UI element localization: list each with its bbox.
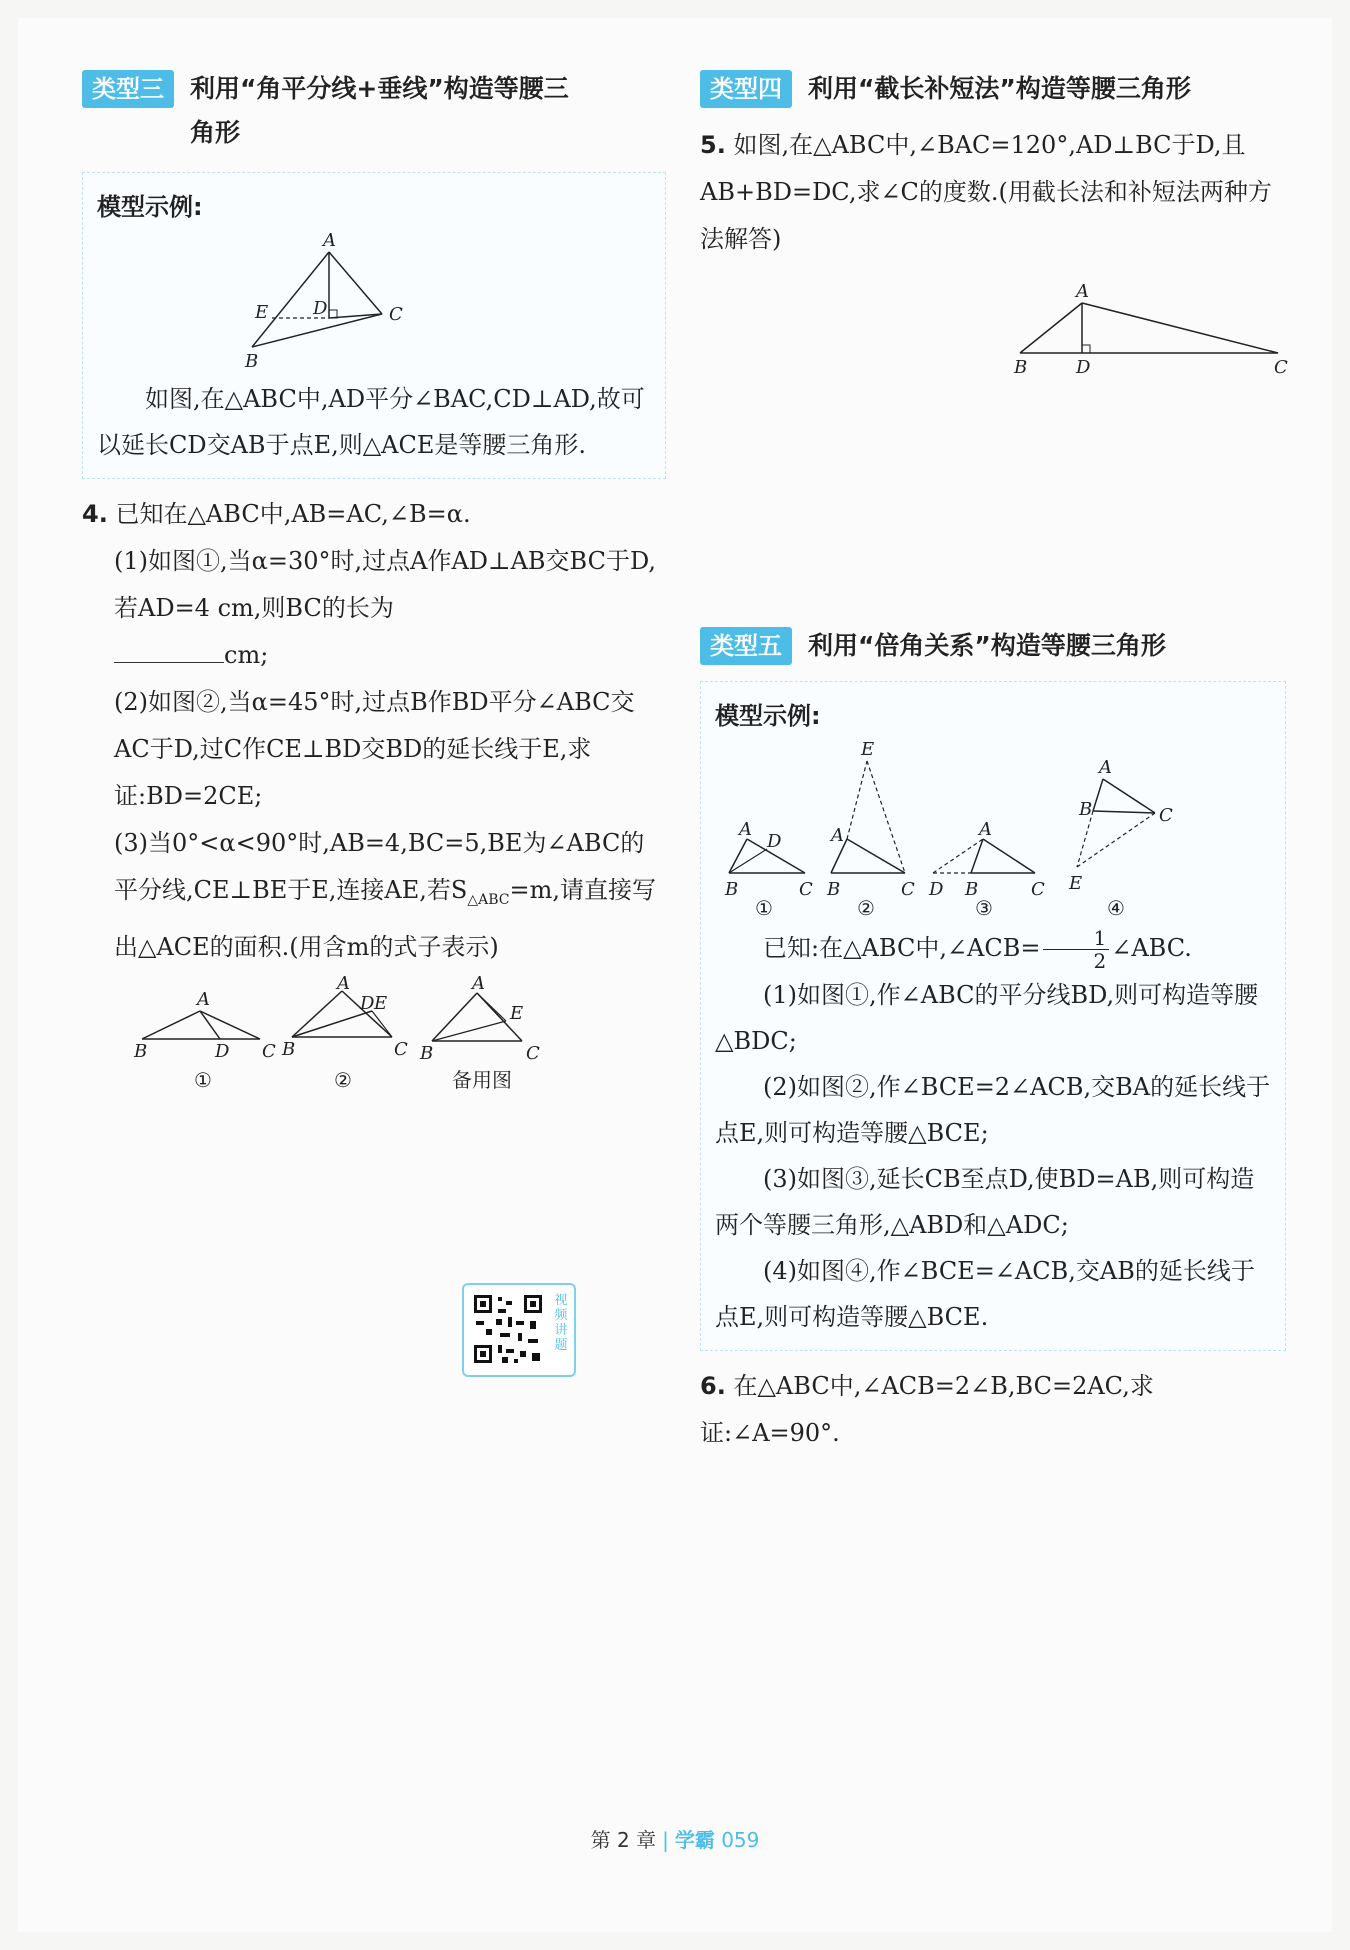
svg-text:C: C <box>1031 879 1045 900</box>
section-5-model-box <box>700 681 1286 1351</box>
svg-text:D: D <box>1076 357 1091 378</box>
section-4-header <box>700 70 1286 114</box>
svg-text:B: B <box>420 1042 434 1064</box>
question-4-figures <box>82 972 666 1111</box>
section-5-title: 利用“倍角关系”构造等腰三角形 <box>808 631 1166 660</box>
model-title: 模型示例: <box>715 702 821 730</box>
svg-text:C: C <box>262 1040 276 1062</box>
label-C: C <box>389 304 403 325</box>
section-3-title: 利用“角平分线+垂线”构造等腰三 角形 <box>190 74 569 147</box>
q4-part-3: (3)当0°<α<90°时,AB=4,BC=5,BE为∠ABC的平分线,CE⊥BE于E,连接AE,若$S_{\triangle ABC}=m$,请直接写出△ACE的面积.(用含m的式子表示) <box>114 829 656 961</box>
section-3-model-figure <box>97 222 653 372</box>
qr-icon <box>472 1293 544 1365</box>
svg-text:A: A <box>739 819 752 840</box>
question-4: 4. 已知在△ABC中,AB=AC,∠B=α. (1)如图①,当α=30°时,过点A作AD⊥AB交BC于D,若AD=4 cm,则BC的长为 cm; (2)如图②,当α=45°时,过点B作BD平分∠ABC交AC于D,过C作CE⊥BD交BD的延长线于E,求证:BD=2CE; (3)当0°<α<90°时,AB=4,BC=5,BE为∠ABC的平分线,CE⊥BE于E,连接AE,若$S_{\triangle ABC}=m$,请直接写出△ACE的面积.(用含m的式子表示) <box>82 491 666 971</box>
section-5-tag: 类型五 <box>700 627 792 665</box>
section-3-header <box>82 70 666 158</box>
svg-text:A: A <box>337 972 350 994</box>
svg-text:②: ② <box>334 1067 352 1092</box>
label-B: B <box>245 351 259 372</box>
model-figure-4 <box>1068 757 1173 920</box>
chapter-label: 第 2 章 <box>590 1828 657 1852</box>
svg-text:C: C <box>394 1038 408 1060</box>
svg-text:E: E <box>1069 873 1083 894</box>
svg-text:B: B <box>134 1040 148 1062</box>
section-5-known: 已知:在△ABC中,∠ACB= $\frac{1}{2}$ ∠ABC. <box>763 926 1192 973</box>
section-3-tag: 类型三 <box>82 70 174 108</box>
svg-text:备用图: 备用图 <box>452 1067 512 1092</box>
svg-text:B: B <box>827 879 841 900</box>
svg-text:A: A <box>197 988 210 1010</box>
question-6: 6. 在△ABC中,∠ACB=2∠B,BC=2AC,求证:∠A=90°. <box>700 1372 1154 1447</box>
svg-text:C: C <box>1159 805 1173 826</box>
question-5-figure <box>700 263 1286 383</box>
svg-text:E: E <box>510 1002 524 1024</box>
section-3-model-text: 如图,在△ABC中,AD平分∠BAC,CD⊥AD,故可以延长CD交AB于点E,则△ACE是等腰三角形. <box>97 385 645 459</box>
svg-text:B: B <box>1014 357 1028 378</box>
svg-text:E: E <box>374 992 388 1014</box>
svg-text:A: A <box>831 825 844 846</box>
answer-blank[interactable] <box>114 632 224 663</box>
svg-text:A: A <box>1099 757 1112 778</box>
label-D: D <box>313 298 328 319</box>
section-5-item-3: (3)如图③,延长CB至点D,使BD=AB,则可构造两个等腰三角形,△ABD和△ADC; <box>715 1165 1255 1239</box>
section-5-item-4: (4)如图④,作∠BCE=∠ACB,交AB的延长线于点E,则可构造等腰△BCE. <box>715 1257 1255 1331</box>
q4-figure-backup <box>419 973 540 1092</box>
section-5-item-1: (1)如图①,作∠ABC的平分线BD,则可构造等腰△BDC; <box>715 981 1259 1055</box>
svg-text:D: D <box>215 1040 230 1062</box>
right-column <box>700 70 1286 1457</box>
section-4-tag: 类型四 <box>700 70 792 108</box>
model-figure-1 <box>724 819 813 920</box>
q4-part-1: (1)如图①,当α=30°时,过点A作AD⊥AB交BC于D,若AD=4 cm,则BC的长为 cm; <box>114 547 657 669</box>
label-A: A <box>323 230 336 251</box>
svg-text:①: ① <box>194 1067 212 1092</box>
section-5-header <box>700 627 1286 671</box>
svg-text:B: B <box>1079 799 1093 820</box>
q4-figure-1 <box>133 989 276 1092</box>
svg-text:①: ① <box>755 896 773 920</box>
svg-text:B: B <box>282 1038 296 1060</box>
section-3-model-box <box>82 172 666 479</box>
qr-label: 视频讲题 <box>554 1293 568 1353</box>
left-column <box>82 70 666 1115</box>
svg-text:②: ② <box>857 896 875 920</box>
section-5-model-figures <box>715 731 1271 921</box>
svg-text:D: D <box>360 992 375 1014</box>
svg-text:D: D <box>929 879 944 900</box>
fraction: $\frac{1}{2}$ <box>1043 927 1110 972</box>
q4-figure-2 <box>281 973 408 1092</box>
svg-text:B: B <box>725 879 739 900</box>
qr-code[interactable] <box>462 1283 576 1377</box>
section-4-title: 利用“截长补短法”构造等腰三角形 <box>808 74 1191 103</box>
svg-text:C: C <box>799 879 813 900</box>
svg-text:E: E <box>861 739 875 760</box>
page-footer: 第 2 章 | 学霸 059 <box>590 1828 760 1852</box>
svg-text:C: C <box>1274 357 1288 378</box>
model-figure-2 <box>826 739 915 920</box>
question-5: 5. 如图,在△ABC中,∠BAC=120°,AD⊥BC于D,且AB+BD=DC,求∠C的度数.(用截长法和补短法两种方法解答) <box>700 131 1272 253</box>
svg-text:C: C <box>526 1042 540 1064</box>
model-title: 模型示例: <box>97 193 203 221</box>
brand-name: 学霸 <box>674 1828 715 1852</box>
svg-text:D: D <box>767 831 782 852</box>
svg-text:C: C <box>901 879 915 900</box>
svg-text:A: A <box>1076 281 1089 302</box>
svg-text:④: ④ <box>1107 896 1125 920</box>
q4-part-2: (2)如图②,当α=45°时,过点B作BD平分∠ABC交AC于D,过C作CE⊥BD交BD的延长线于E,求证:BD=2CE; <box>114 688 635 810</box>
label-E: E <box>255 302 269 323</box>
model-figure-3 <box>928 819 1045 920</box>
page-number: 059 <box>721 1828 760 1852</box>
svg-text:③: ③ <box>975 896 993 920</box>
svg-text:A: A <box>472 972 485 994</box>
svg-text:A: A <box>979 819 992 840</box>
svg-text:B: B <box>965 879 979 900</box>
section-5-item-2: (2)如图②,作∠BCE=2∠ACB,交BA的延长线于点E,则可构造等腰△BCE; <box>715 1073 1271 1147</box>
